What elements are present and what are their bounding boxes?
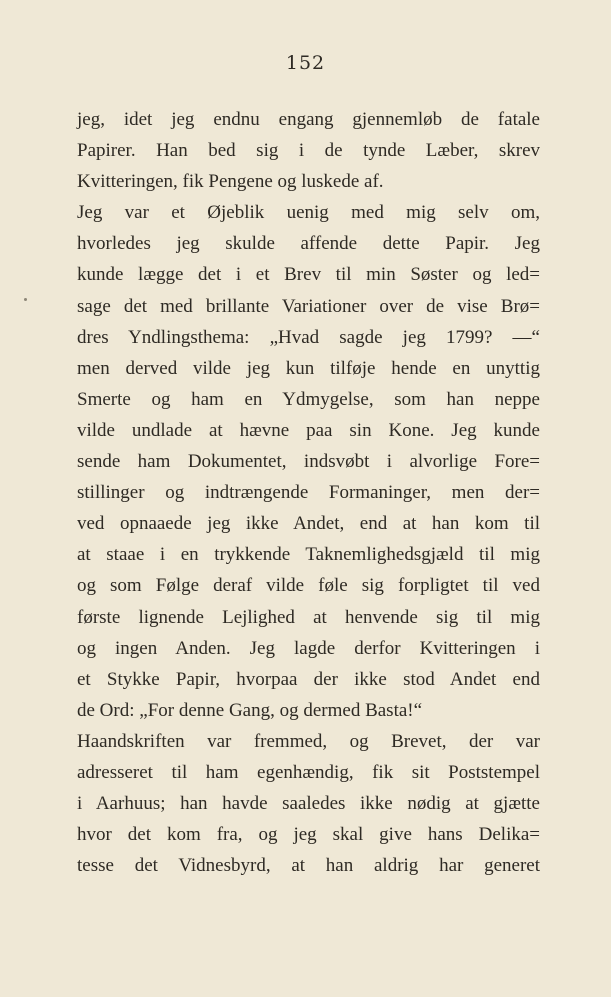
paper-speck [24,298,27,301]
text-line: i Aarhuus; han havde saaledes ikke nødig at gjætte [77,793,540,815]
text-line: et Stykke Papir, hvorpaa der ikke stod Andet end [77,668,540,690]
text-line: og som Følge deraf vilde føle sig forpligtet til ved [77,575,540,597]
text-line: Smerte og ham en Ydmygelse, som han neppe [77,388,540,410]
text-line: dres Yndlingsthema: „Hvad sagde jeg 1799? —“ [77,326,540,348]
text-line: jeg, idet jeg endnu engang gjennemløb de fatale [77,109,540,130]
page-number: 152 [285,52,326,74]
text-line: hvor det kom fra, og jeg skal give hans Delika= [77,824,540,846]
text-line: sage det med brillante Variationer over de vise Brø= [77,295,540,317]
text-line: Jeg var et Øjeblik uenig med mig selv om, [77,202,540,224]
body-text [77,104,540,881]
text-line: vilde undlade at hævne paa sin Kone. Jeg kunde [77,419,540,441]
text-line: men derved vilde jeg kun tilføje hende en unyttig [77,357,540,379]
text-line: Kvitteringen, fik Pengene og luskede af. [77,171,384,193]
text-line: adresseret til ham egenhændig, fik sit Poststempel [77,761,540,783]
text-line: kunde lægge det i et Brev til min Søster og led= [77,264,540,286]
text-line: at staae i en trykkende Taknemlighedsgjæld til mig [77,544,540,566]
text-line: ved opnaaede jeg ikke Andet, end at han kom til [77,513,540,535]
text-line: Haandskriften var fremmed, og Brevet, der var [77,730,540,752]
text-line: stillinger og indtrængende Formaninger, men der= [77,482,540,504]
text-line: de Ord: „For denne Gang, og dermed Basta!“ [77,699,423,721]
text-line: tesse det Vidnesbyrd, at han aldrig har generet [77,855,540,877]
text-line: og ingen Anden. Jeg lagde derfor Kvitteringen i [77,637,540,659]
text-line: Papirer. Han bed sig i de tynde Læber, skrev [77,140,540,162]
text-line: hvorledes jeg skulde affende dette Papir. Jeg [77,233,540,255]
text-line: sende ham Dokumentet, indsvøbt i alvorlige Fore= [77,451,540,473]
text-line: første lignende Lejlighed at henvende sig til mig [77,606,540,628]
